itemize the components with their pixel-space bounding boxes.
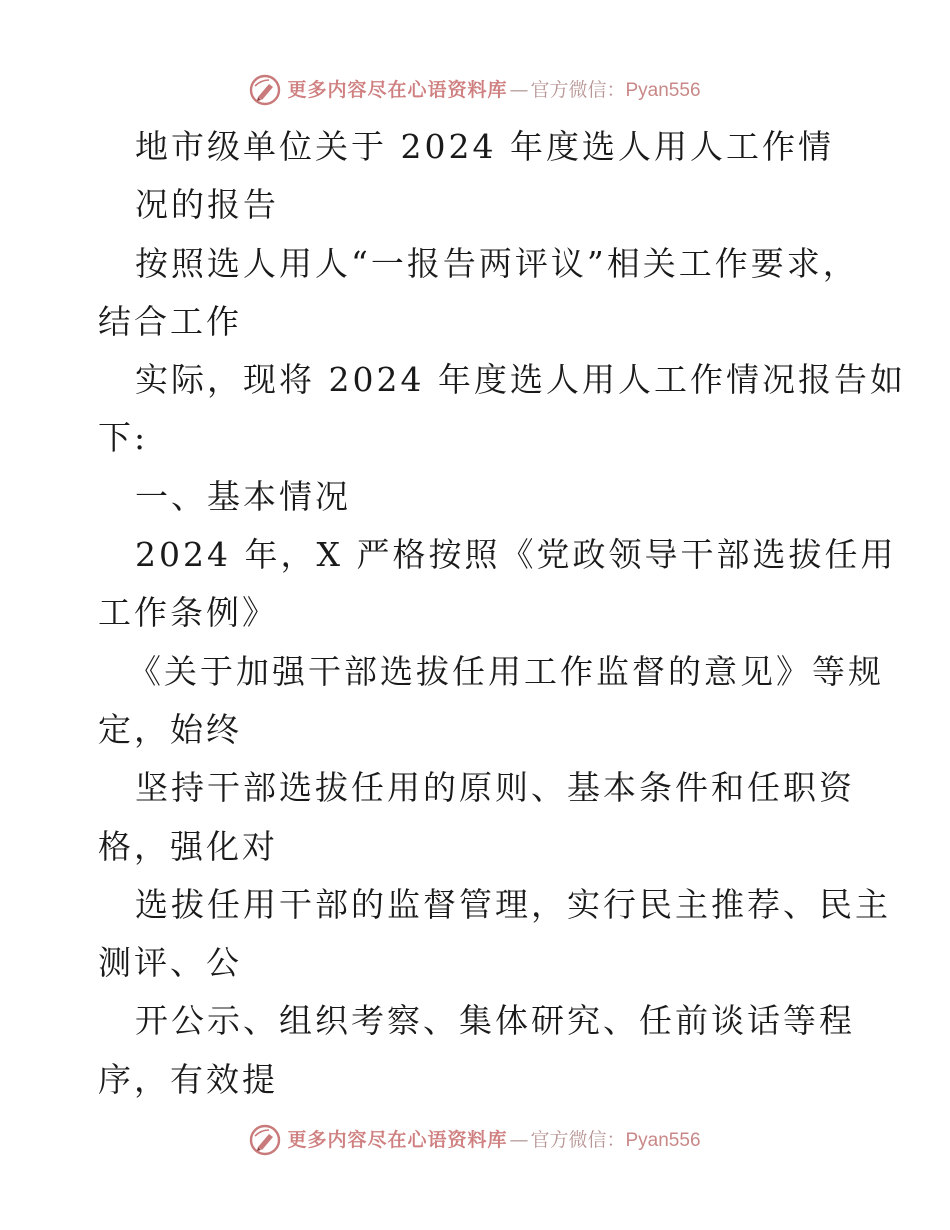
watermark-wechat-id: Pyan556	[625, 79, 701, 101]
body-line: 测评、公	[98, 943, 242, 983]
watermark-wechat-id: Pyan556	[625, 1129, 701, 1151]
body-line: 序，有效提	[98, 1059, 278, 1099]
watermark-footer	[0, 1120, 950, 1160]
watermark-text: 更多内容尽在心语资料库	[287, 1128, 508, 1151]
body-line: 格，强化对	[98, 826, 278, 866]
body-line: 《关于加强干部选拔任用工作监督的意见》等规	[128, 651, 884, 691]
body-line: 工作条例》	[98, 593, 278, 633]
body-line: 下:	[98, 418, 149, 458]
body-line: 实际，现将 2024 年度选人用人工作情况报告如	[135, 360, 906, 400]
body-line: 开公示、组织考察、集体研究、任前谈话等程	[135, 1001, 855, 1041]
watermark-header	[0, 70, 950, 110]
body-line: 选拔任用干部的监督管理，实行民主推荐、民主	[135, 884, 891, 924]
watermark-official-label: 官方微信：	[530, 78, 626, 101]
section-heading: 一、基本情况	[135, 476, 351, 516]
title-line-1: 地市级单位关于 2024 年度选人用人工作情	[135, 127, 834, 166]
document-body	[98, 118, 906, 1109]
body-line: 坚持干部选拔任用的原则、基本条件和任职资	[135, 768, 855, 808]
watermark-dash: —	[509, 1128, 529, 1151]
pen-logo-icon	[249, 1124, 281, 1156]
body-line: 按照选人用人“一报告两评议”相关工作要求，	[135, 243, 859, 283]
watermark-text: 更多内容尽在心语资料库	[287, 78, 508, 101]
body-line: 结合工作	[98, 301, 242, 341]
pen-logo-icon	[249, 74, 281, 106]
body-line: 定，始终	[98, 709, 242, 749]
watermark-official-label: 官方微信：	[530, 1128, 626, 1151]
body-line: 2024 年，X 严格按照《党政领导干部选拔任用	[135, 535, 897, 575]
title-line-2: 况的报告	[135, 185, 279, 225]
watermark-dash: —	[509, 78, 529, 101]
